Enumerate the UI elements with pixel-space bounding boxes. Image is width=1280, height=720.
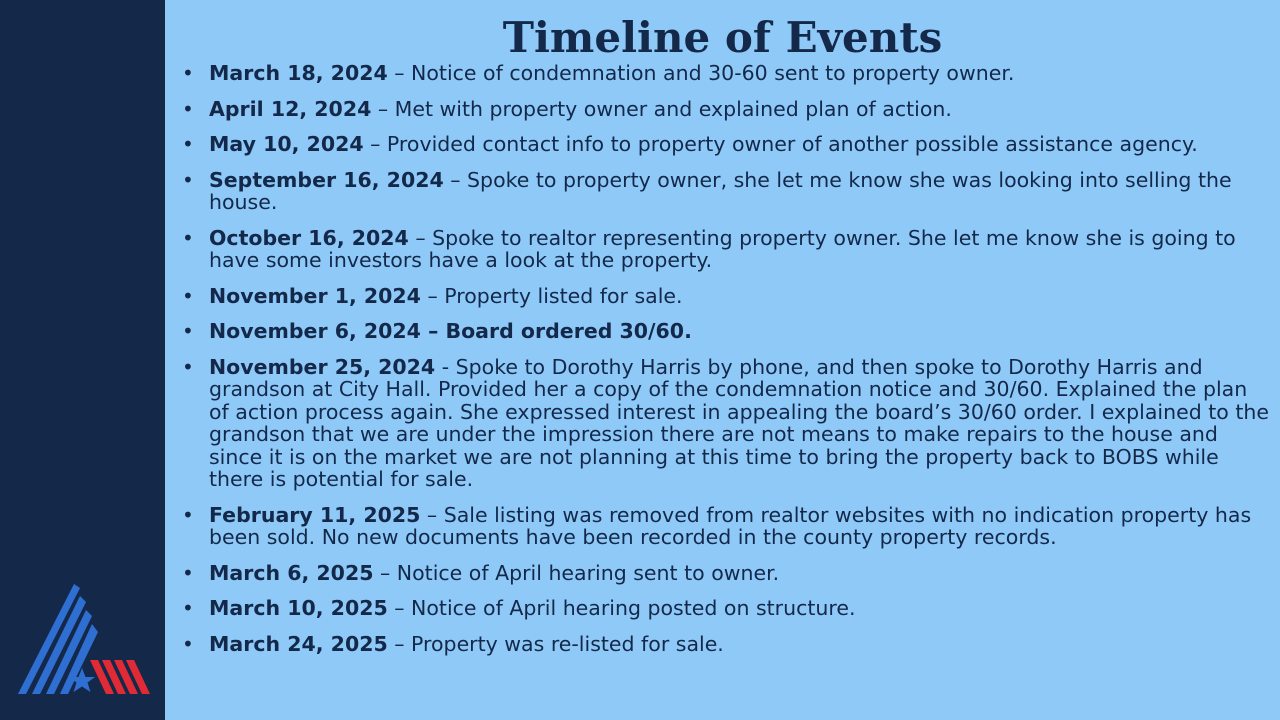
event-description: Spoke to realtor representing property owner. She let me know she is going to have some investors have a look at the property. xyxy=(209,225,1236,272)
timeline-item xyxy=(182,320,1272,343)
event-description: Provided contact info to property owner of another possible assistance agency. xyxy=(386,132,1198,156)
event-separator: – xyxy=(420,319,446,343)
event-date: September 16, 2024 xyxy=(209,167,444,192)
event-description: Spoke to property owner, she let me know she was looking into selling the house. xyxy=(209,167,1232,214)
bullet-icon: • xyxy=(182,560,194,585)
event-separator: – xyxy=(371,96,395,121)
organization-logo-icon xyxy=(10,582,155,702)
bullet-icon: • xyxy=(182,132,194,156)
timeline-item xyxy=(182,227,1272,272)
bullet-icon: • xyxy=(182,225,194,250)
timeline-item xyxy=(182,62,1272,85)
sidebar-panel xyxy=(0,0,165,720)
timeline-item xyxy=(182,133,1272,156)
bullet-icon: • xyxy=(182,283,194,308)
event-date: March 10, 2025 xyxy=(209,596,388,620)
event-date: March 6, 2025 xyxy=(209,560,374,585)
event-date: October 16, 2024 xyxy=(209,225,409,250)
event-separator: – xyxy=(387,631,412,656)
bullet-icon: • xyxy=(182,96,194,121)
event-separator: – xyxy=(363,132,387,156)
event-description: Spoke to Dorothy Harris by phone, and then spoke to Dorothy Harris and grandson at City Hall. Provided her a copy of the condemnation notice and 30/60. Explained the plan of action process again. She expressed interest in appealing the board’s 30/60 order. I explained to the grandson that we are under the impression there are not means to make repairs to the house and since it is on the market we are not planning at this time to bring the property back to BOBS while there is potential for sale. xyxy=(209,354,1269,491)
event-date: March 18, 2024 xyxy=(209,61,388,85)
timeline-item xyxy=(182,633,1272,656)
event-description: Notice of condemnation and 30-60 sent to property owner. xyxy=(411,61,1015,85)
event-separator: – xyxy=(387,61,412,85)
timeline-item xyxy=(182,356,1272,491)
event-separator: – xyxy=(420,283,445,308)
event-description: Property was re-listed for sale. xyxy=(411,631,724,656)
timeline-item xyxy=(182,98,1272,121)
event-separator: – xyxy=(373,560,397,585)
slide-title: Timeline of Events xyxy=(502,13,943,62)
timeline-item xyxy=(182,285,1272,308)
event-date: February 11, 2025 xyxy=(209,502,421,527)
event-date: April 12, 2024 xyxy=(209,96,372,121)
bullet-icon: • xyxy=(182,596,194,620)
event-date: May 10, 2024 xyxy=(209,132,364,156)
event-separator: – xyxy=(443,167,468,192)
bullet-icon: • xyxy=(182,502,194,527)
event-description: Property listed for sale. xyxy=(444,283,683,308)
event-date: March 24, 2025 xyxy=(209,631,388,656)
timeline-item xyxy=(182,169,1272,214)
bullet-icon: • xyxy=(182,61,194,85)
event-description: Notice of April hearing posted on structure. xyxy=(411,596,856,620)
event-date: November 1, 2024 xyxy=(209,283,421,308)
event-description: Met with property owner and explained plan of action. xyxy=(394,96,952,121)
timeline-list xyxy=(182,62,1272,668)
timeline-item xyxy=(182,504,1272,549)
event-description-bold: Board ordered 30/60. xyxy=(445,319,692,343)
event-separator: – xyxy=(420,502,444,527)
event-date: November 25, 2024 xyxy=(209,354,436,379)
event-description: Notice of April hearing sent to owner. xyxy=(396,560,780,585)
event-separator: – xyxy=(408,225,433,250)
bullet-icon: • xyxy=(182,319,194,343)
bullet-icon: • xyxy=(182,631,194,656)
bullet-icon: • xyxy=(182,354,194,379)
bullet-icon: • xyxy=(182,167,194,192)
event-separator: - xyxy=(435,354,456,379)
timeline-item xyxy=(182,597,1272,620)
timeline-item xyxy=(182,562,1272,585)
event-description: Sale listing was removed from realtor websites with no indication property has been sold. No new documents have been recorded in the county property records. xyxy=(209,502,1252,549)
event-separator: – xyxy=(387,596,412,620)
event-date: November 6, 2024 xyxy=(209,319,421,343)
